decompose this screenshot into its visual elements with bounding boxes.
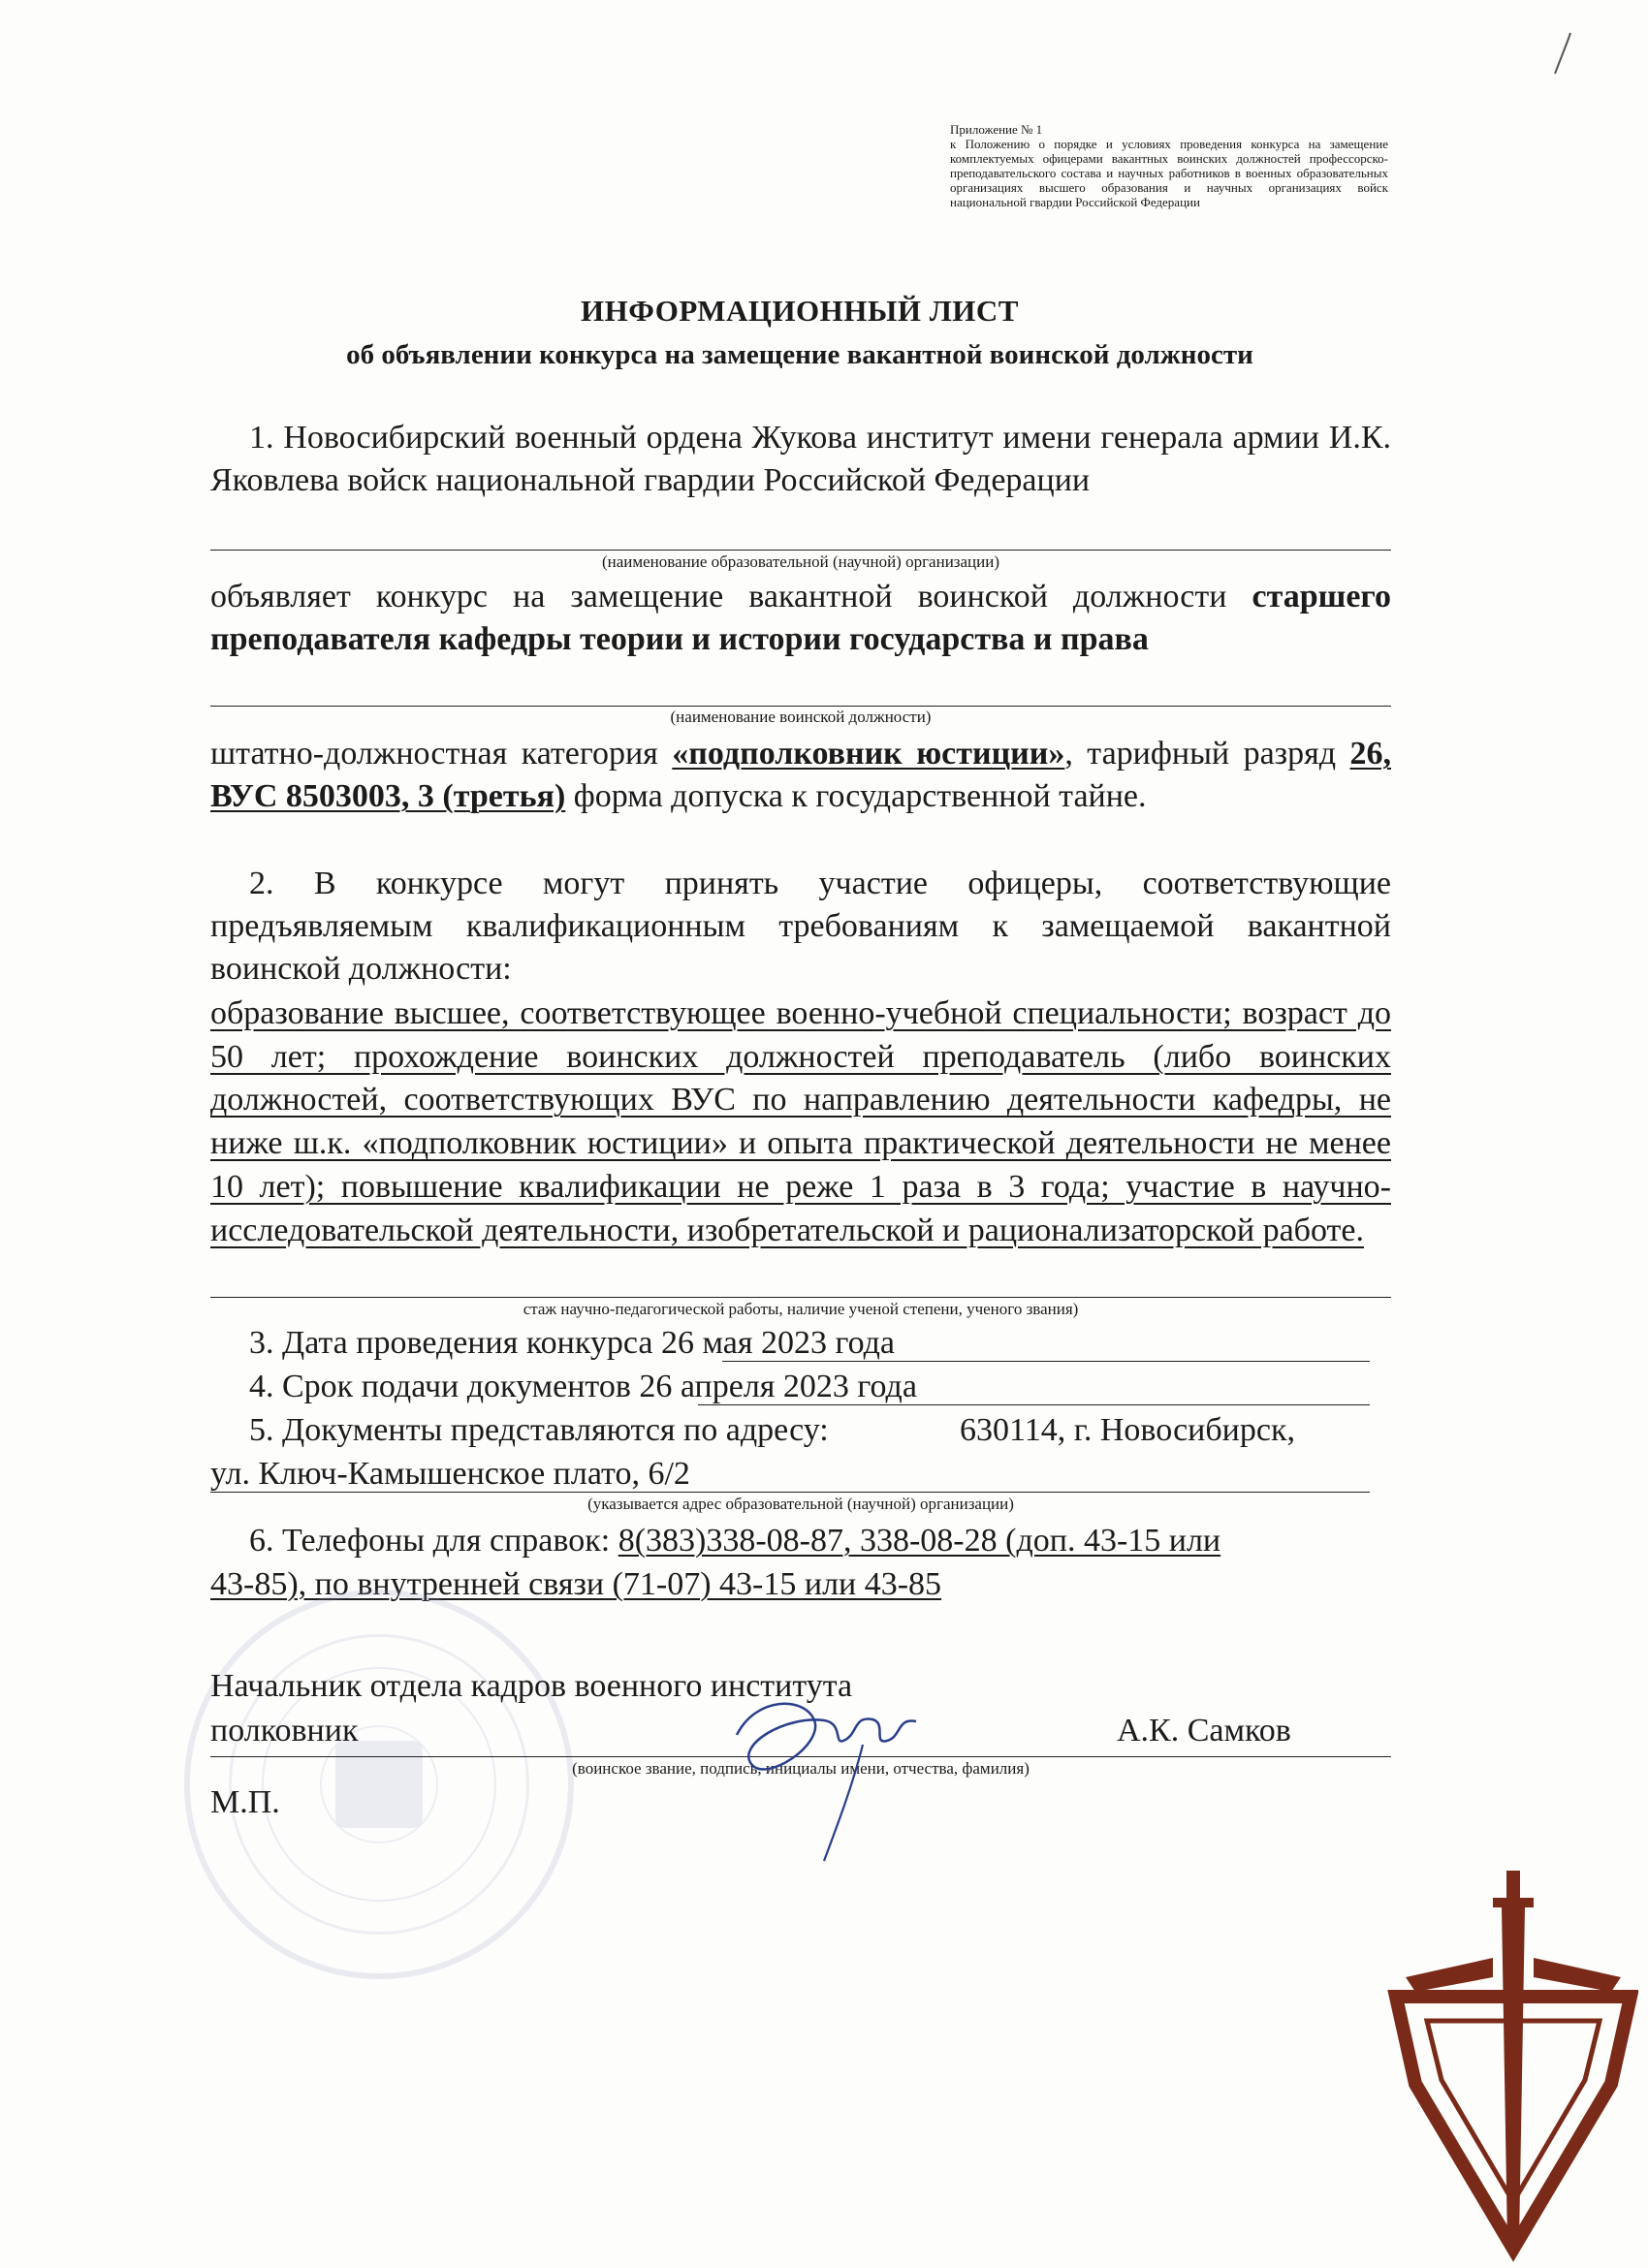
rosgvardia-emblem-icon [1386, 1861, 1638, 2268]
appendix-text: к Положению о порядке и условиях проведения конкурса на замещение комплектуемых офицерами вакантных воинских должностей профессорско-преподавательского состава и научных работников в военных образовательных организациях высшего образования и научных организациях войск национальной гвардии Российской Федерации [950, 137, 1388, 209]
category-prefix: штатно-должностная категория [210, 736, 658, 772]
phones-label: 6. Телефоны для справок: [249, 1523, 611, 1559]
address-value-line2: ул. Ключ-Камышенское плато, 6/2 [210, 1456, 690, 1492]
handwritten-signature-icon [698, 1677, 950, 1871]
phones-value-line1: 8(383)338-08-87, 338-08-28 (доп. 43-15 или [618, 1523, 1221, 1559]
category-paragraph [210, 733, 1391, 818]
qualification-requirements: образование высшее, соответствующее военно-учебной специальности; возраст до 50 лет; прохождение воинских должностей преподаватель (либо воинских должностей, соответствующих ВУС по направлению деятельности кафедры, не ниже ш.к. «подполковник юстиции» и опыта практической деятельности не менее 10 лет); повышение квалификации не реже 1 раза в 3 года; участие в научно-исследовательской деятельности, изобретательской и рационализаторской работе. [210, 995, 1391, 1248]
signer-position: Начальник отдела кадров военного института [210, 1668, 853, 1704]
contest-date-line [722, 1361, 1370, 1362]
announce-paragraph [210, 576, 1391, 661]
category-value: «подполковник юстиции» [672, 736, 1065, 772]
contest-date-label: 3. Дата проведения конкурса [249, 1325, 653, 1361]
document-subtitle: об объявлении конкурса на замещение вакантной воинской должности [346, 339, 1253, 370]
address-line [210, 1492, 1370, 1493]
organization-name: 1. Новосибирский военный ордена Жукова институт имени генерала армии И.К. Яковлева войск национальной гвардии Российской Федерации [210, 420, 1391, 498]
submission-deadline-label: 4. Срок подачи документов [249, 1369, 631, 1404]
address-value-line1: 630114, г. Новосибирск, [960, 1412, 1295, 1448]
signer-name: А.К. Самков [1117, 1713, 1291, 1748]
category-suffix: , тарифный разряд [1064, 736, 1337, 772]
address-label: 5. Документы представляются по адресу: [249, 1412, 829, 1448]
address-caption: (указывается адрес образовательной (научной) организации) [587, 1495, 1014, 1513]
signature-caption: (воинское звание, подпись, инициалы имени, отчества, фамилия) [572, 1759, 1030, 1778]
organization-paragraph [210, 417, 1391, 502]
organization-rule [210, 550, 1391, 551]
announce-text: объявляет конкурс на замещение вакантной воинской должности [210, 579, 1227, 614]
requirements-caption: стаж научно-педагогической работы, наличие ученой степени, ученого звания) [523, 1300, 1079, 1318]
section2-intro [210, 863, 1391, 991]
section2-intro-text: 2. В конкурсе могут принять участие офицеры, соответствующие предъявляемым квалификационным требованиям к замещаемой вакантной воинской должности: [210, 866, 1391, 987]
phones-row [249, 1520, 1220, 1562]
tariff-value: 26, ВУС 8503003, 3 (третья) [210, 736, 1392, 814]
appendix-note [950, 122, 1388, 209]
address-label-row [249, 1409, 829, 1452]
submission-deadline-line [698, 1404, 1370, 1405]
contest-date-value: 26 мая 2023 года [661, 1325, 896, 1361]
position-name: старшего преподавателя кафедры теории и истории государства и права [210, 579, 1392, 657]
contest-date-row [249, 1322, 895, 1365]
seal-label: М.П. [210, 1784, 280, 1820]
organization-caption: (наименование образовательной (научной) организации) [601, 552, 1000, 571]
position-caption: (наименование воинской должности) [670, 708, 932, 726]
signer-rank: полковник [210, 1713, 359, 1748]
phones-value-line2: 43-85), по внутренней связи (71-07) 43-15 или 43-85 [210, 1566, 942, 1602]
pencil-mark-icon [1541, 29, 1580, 78]
submission-deadline-value: 26 апреля 2023 года [639, 1369, 917, 1404]
document-title: ИНФОРМАЦИОННЫЙ ЛИСТ [581, 294, 1019, 328]
access-suffix: форма допуска к государственной тайне. [573, 778, 1147, 814]
position-rule [210, 706, 1391, 707]
requirements-rule [210, 1297, 1391, 1298]
submission-deadline-row [249, 1366, 917, 1408]
appendix-title: Приложение № 1 [950, 122, 1043, 137]
